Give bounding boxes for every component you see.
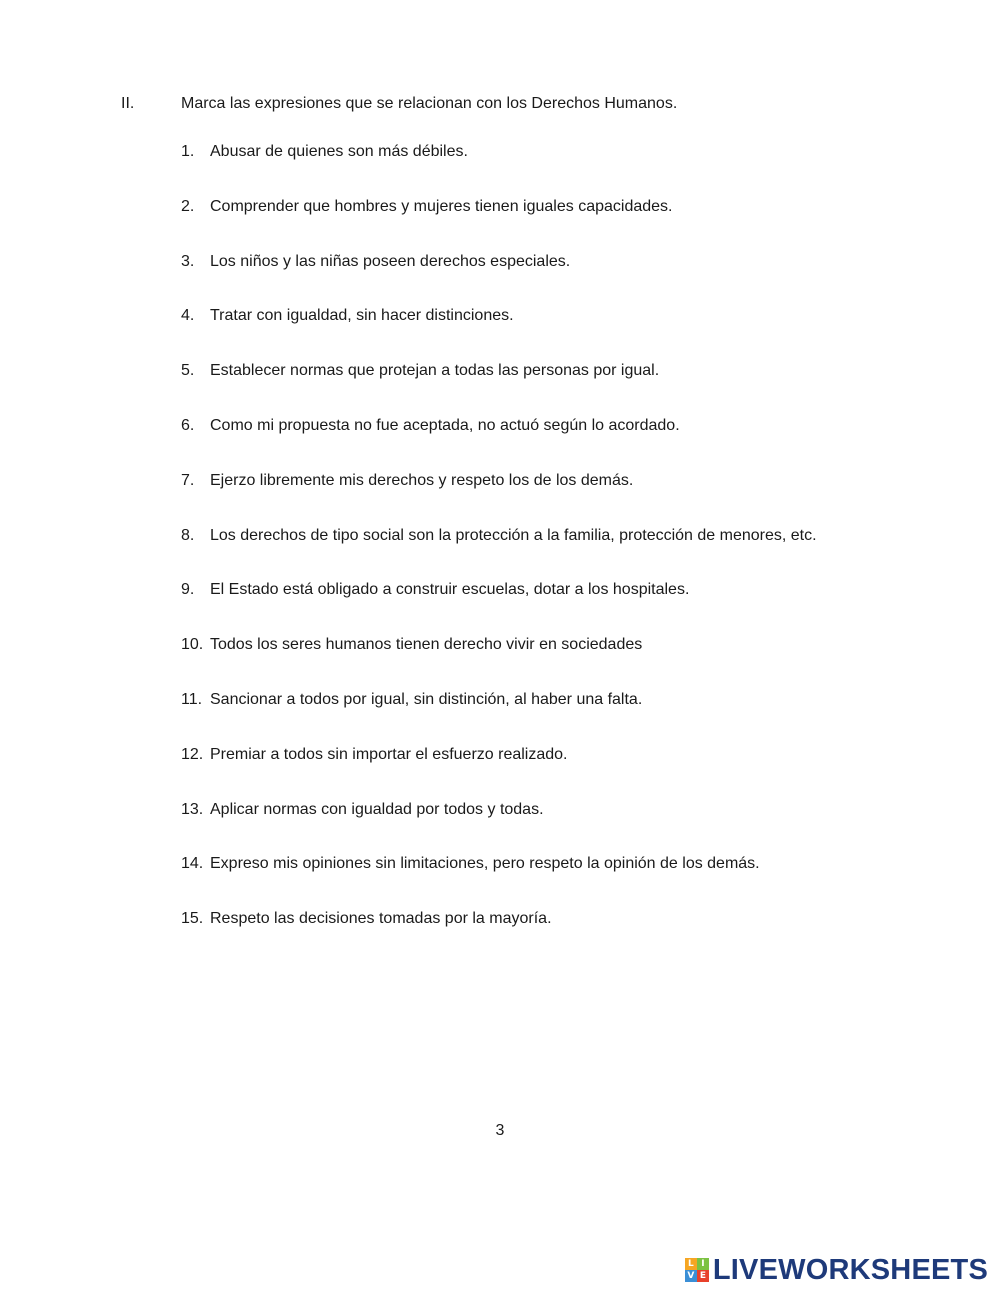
- section-instruction: Marca las expresiones que se relacionan con los Derechos Humanos.: [181, 95, 678, 112]
- question-number: 2.: [181, 197, 195, 215]
- question-text: Tratar con igualdad, sin hacer distinciones.: [210, 307, 514, 325]
- page-number: 3: [495, 1122, 505, 1139]
- question-number: 8.: [181, 526, 195, 544]
- question-text: El Estado está obligado a construir escuelas, dotar a los hospitales.: [210, 581, 690, 599]
- question-text: Comprender que hombres y mujeres tienen iguales capacidades.: [210, 197, 673, 215]
- logo-letter: V: [685, 1270, 697, 1282]
- brand-watermark[interactable]: [685, 1253, 988, 1287]
- question-number: 7.: [181, 471, 195, 489]
- question-text: Establecer normas que protejan a todas las personas por igual.: [210, 362, 660, 380]
- question-text: Premiar a todos sin importar el esfuerzo realizado.: [210, 745, 568, 763]
- liveworksheets-logo-icon: [685, 1258, 709, 1282]
- logo-letter: I: [697, 1258, 709, 1270]
- question-text: Expreso mis opiniones sin limitaciones, pero respeto la opinión de los demás.: [210, 855, 760, 873]
- question-number: 3.: [181, 252, 195, 270]
- question-number: 9.: [181, 581, 195, 599]
- brand-name: LIVEWORKSHEETS: [712, 1253, 988, 1286]
- question-text: Aplicar normas con igualdad por todos y todas.: [210, 800, 544, 818]
- question-text: Ejerzo libremente mis derechos y respeto los de los demás.: [210, 471, 634, 489]
- question-text: Todos los seres humanos tienen derecho vivir en sociedades: [210, 636, 643, 654]
- section-numeral: II.: [121, 95, 135, 112]
- question-number: 14.: [181, 855, 204, 873]
- question-number: 5.: [181, 362, 195, 380]
- logo-letter: L: [685, 1258, 697, 1270]
- question-text: Los derechos de tipo social son la protección a la familia, protección de menores, etc.: [210, 526, 817, 544]
- question-number: 11.: [181, 690, 203, 708]
- question-number: 4.: [181, 307, 195, 325]
- question-number: 12.: [181, 745, 204, 763]
- question-number: 10.: [181, 636, 204, 654]
- logo-letter: E: [697, 1270, 709, 1282]
- question-number: 15.: [181, 910, 204, 928]
- question-number: 6.: [181, 416, 195, 434]
- question-number: 1.: [181, 143, 195, 160]
- question-text: Sancionar a todos por igual, sin distinción, al haber una falta.: [210, 690, 643, 708]
- question-text: Los niños y las niñas poseen derechos especiales.: [210, 252, 571, 270]
- question-text: Respeto las decisiones tomadas por la mayoría.: [210, 910, 552, 928]
- question-text: Abusar de quienes son más débiles.: [210, 143, 468, 160]
- question-number: 13.: [181, 800, 204, 818]
- question-text: Como mi propuesta no fue aceptada, no actuó según lo acordado.: [210, 416, 680, 434]
